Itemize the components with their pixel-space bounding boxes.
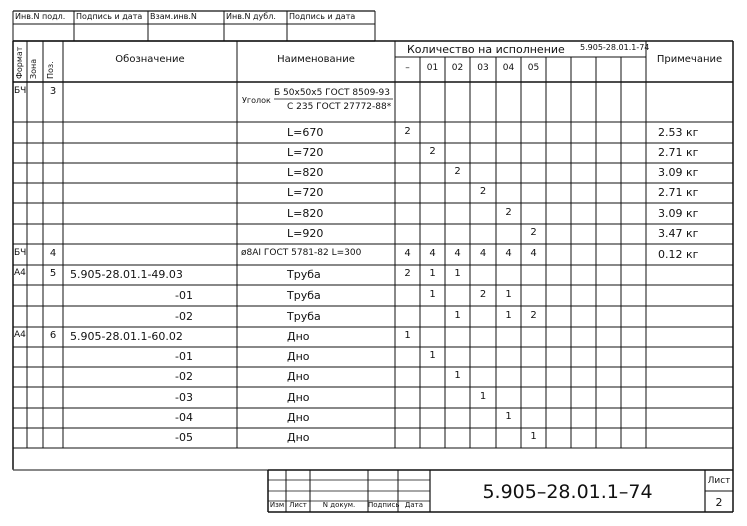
variant-header: 03	[477, 63, 489, 73]
note-cell: 3.47 кг	[658, 227, 699, 240]
stamp-label: Подпись и дата	[76, 12, 143, 21]
name-prefix: Уголок	[242, 96, 271, 105]
name-cell: L=920	[287, 227, 324, 240]
qty-cell: 4	[429, 247, 436, 259]
note-cell: 2.71 кг	[658, 186, 699, 199]
title-block-label: N докум.	[322, 501, 356, 509]
name-cell: Дно	[287, 390, 310, 404]
name-header: Наименование	[277, 54, 355, 65]
qty-cell: 2	[429, 146, 436, 157]
name-cell: Труба	[287, 268, 321, 281]
qty-cell: 1	[505, 288, 512, 300]
qty-cell: 4	[454, 247, 461, 259]
qty-cell: 2	[530, 309, 537, 321]
name-cell: Дно	[287, 350, 310, 363]
qty-cell: 2	[404, 125, 411, 137]
designation-cell: -03	[175, 390, 193, 404]
drawing-code: 5.905–28.01.1–74	[482, 481, 653, 503]
designation-header: Обозначение	[115, 54, 185, 65]
qty-cell: 2	[530, 227, 537, 238]
qty-cell: 2	[505, 206, 512, 218]
name-cell: L=820	[287, 166, 324, 179]
qty-cell: 2	[404, 268, 411, 279]
name-cell: L=820	[287, 206, 324, 220]
title-block-label: Подпись	[368, 501, 400, 509]
sheet-label: Лист	[707, 476, 731, 486]
title-block-label: Лист	[289, 501, 307, 509]
qty-cell: 1	[404, 330, 411, 341]
stamp-label: Взам.инв.N	[150, 12, 197, 21]
qty-cell: 2	[479, 186, 487, 197]
variant-header: –	[405, 63, 410, 73]
doc-code-header: 5.905-28.01.1-74	[580, 43, 650, 52]
name-cell: С 235 ГОСТ 27772-88*	[287, 102, 392, 112]
designation-cell: -01	[175, 350, 193, 363]
format-cell: БЧ	[14, 247, 27, 258]
format-header: Формат	[15, 46, 24, 79]
qty-cell: 1	[479, 390, 487, 402]
designation-cell: -02	[175, 370, 193, 383]
format-cell: А4	[14, 330, 26, 340]
pos-cell: 4	[49, 247, 57, 259]
name-cell: Дно	[287, 330, 310, 343]
qty-cell: 4	[404, 247, 411, 259]
name-cell: Дно	[287, 411, 310, 424]
title-block-label: Изм	[269, 501, 285, 509]
designation-cell: 5.905-28.01.1-49.03	[70, 268, 183, 281]
designation-cell: -02	[175, 309, 193, 323]
pos-header: Поз.	[46, 61, 55, 79]
qty-cell: 1	[454, 370, 461, 381]
pos-cell: 3	[49, 86, 57, 97]
note-cell: 0.12 кг	[658, 247, 699, 261]
zone-header: Зона	[29, 58, 38, 79]
qty-cell: 4	[479, 247, 487, 259]
stamp-label: Инв.N подл.	[15, 12, 66, 21]
format-cell: А4	[14, 268, 26, 278]
qty-cell: 1	[429, 350, 436, 361]
variant-header: 05	[527, 63, 540, 73]
variant-header: 01	[426, 63, 439, 73]
name-cell: L=670	[287, 125, 324, 139]
qty-cell: 2	[454, 166, 461, 177]
name-cell: Б 50х50х5 ГОСТ 8509-93	[274, 88, 390, 98]
qty-cell: 1	[505, 411, 512, 422]
sheet-number: 2	[715, 496, 723, 509]
pos-cell: 6	[49, 330, 57, 341]
name-cell: Дно	[287, 370, 310, 383]
name-cell: L=720	[287, 186, 324, 199]
name-cell: Труба	[287, 288, 321, 302]
note-header: Примечание	[656, 54, 723, 65]
qty-header: Количество на исполнение	[407, 43, 565, 56]
variant-header: 02	[451, 63, 464, 73]
qty-cell: 1	[454, 309, 461, 321]
note-cell: 3.09 кг	[658, 206, 699, 220]
designation-cell: -01	[175, 288, 193, 302]
pos-cell: 5	[49, 268, 57, 279]
qty-cell: 2	[479, 288, 487, 300]
title-block-label: Дата	[404, 501, 424, 509]
designation-cell: -04	[175, 411, 193, 424]
name-cell: L=720	[287, 146, 324, 159]
qty-cell: 1	[454, 268, 461, 279]
note-cell: 2.53 кг	[658, 125, 699, 139]
name-cell: Труба	[287, 309, 321, 323]
qty-cell: 4	[505, 247, 512, 259]
format-cell: БЧ	[14, 86, 27, 96]
name-cell: Дно	[287, 431, 310, 444]
designation-cell: -05	[175, 431, 193, 444]
note-cell: 2.71 кг	[658, 146, 699, 159]
qty-cell: 1	[429, 268, 436, 279]
qty-cell: 4	[530, 247, 537, 259]
name-cell: ø8AI ГОСТ 5781-82 L=300	[241, 247, 362, 258]
note-cell: 3.09 кг	[658, 166, 699, 179]
stamp-label: Подпись и дата	[289, 12, 356, 21]
qty-cell: 1	[429, 288, 436, 300]
stamp-label: Инв.N дубл.	[226, 12, 276, 21]
qty-cell: 1	[505, 309, 512, 321]
variant-header: 04	[502, 63, 515, 73]
designation-cell: 5.905-28.01.1-60.02	[70, 330, 183, 343]
qty-cell: 1	[530, 431, 537, 442]
